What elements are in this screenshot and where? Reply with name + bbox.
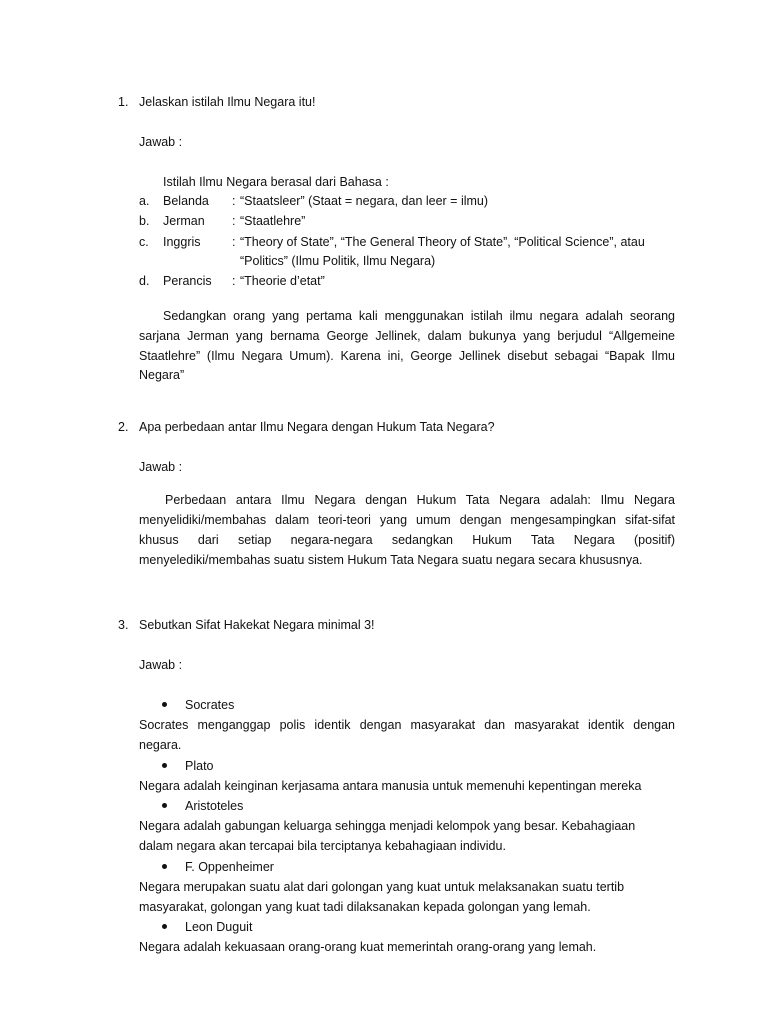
q3-item-line: dalam negara akan tercapai bila terciptanya kebahagiaan individu. bbox=[139, 839, 506, 853]
q1-item-letter: d. bbox=[139, 274, 150, 288]
q1-number: 1. bbox=[118, 95, 129, 109]
bullet-icon bbox=[162, 702, 167, 707]
q3-item-line: Negara adalah keinginan kerjasama antara manusia untuk memenuhi kepentingan mereka bbox=[139, 779, 642, 793]
q1-item-colon: : bbox=[232, 194, 236, 208]
q1-question: Jelaskan istilah Ilmu Negara itu! bbox=[139, 95, 316, 109]
q3-item-line: Negara adalah gabungan keluarga sehingga menjadi kelompok yang besar. Kebahagiaan bbox=[139, 819, 636, 833]
q2-paragraph-line: Perbedaan antara Ilmu Negara dengan Hukum Tata Negara adalah: Ilmu Negara bbox=[165, 493, 675, 507]
q1-item-letter: a. bbox=[139, 194, 150, 208]
bullet-icon bbox=[162, 924, 167, 929]
q2-number: 2. bbox=[118, 420, 129, 434]
q1-item-lang: Perancis bbox=[163, 274, 212, 288]
q2-paragraph-line: menyelidiki/membahas dalam teori-teori yang umum dengan mengesampingkan sifat-sifat bbox=[139, 513, 675, 527]
q3-number: 3. bbox=[118, 618, 129, 632]
bullet-icon bbox=[162, 803, 167, 808]
q3-item-name: F. Oppenheimer bbox=[185, 860, 274, 874]
q1-item-lang: Belanda bbox=[163, 194, 209, 208]
q1-item-lang: Jerman bbox=[163, 214, 205, 228]
q3-item-name: Plato bbox=[185, 759, 214, 773]
q1-item-colon: : bbox=[232, 214, 236, 228]
q3-question: Sebutkan Sifat Hakekat Negara minimal 3! bbox=[139, 618, 375, 632]
q1-paragraph-line: Staatlehre” (Ilmu Negara Umum). Karena ini, George Jellinek disebut sebagai “Bapak Ilmu bbox=[139, 349, 675, 363]
q1-intro: Istilah Ilmu Negara berasal dari Bahasa : bbox=[163, 175, 389, 189]
q2-question: Apa perbedaan antar Ilmu Negara dengan Hukum Tata Negara? bbox=[139, 420, 495, 434]
q1-item-text: “Theorie d’etat” bbox=[240, 274, 325, 288]
q2-paragraph-line: khusus dari setiap negara-negara sedangkan Hukum Tata Negara (positif) bbox=[139, 533, 675, 547]
bullet-icon bbox=[162, 763, 167, 768]
q1-item-letter: b. bbox=[139, 214, 150, 228]
q1-item-text: “Staatsleer” (Staat = negara, dan leer = ilmu) bbox=[240, 194, 489, 208]
q1-jawab: Jawab : bbox=[139, 135, 183, 149]
q3-item-line: Negara adalah kekuasaan orang-orang kuat memerintah orang-orang yang lemah. bbox=[139, 940, 597, 954]
q3-item-name: Socrates bbox=[185, 698, 235, 712]
q1-paragraph-line: sarjana Jerman yang bernama George Jellinek, dalam bukunya yang berjudul “Allgemeine bbox=[139, 329, 675, 343]
q1-item-lang: Inggris bbox=[163, 235, 201, 249]
q1-paragraph-line: Negara” bbox=[139, 368, 185, 382]
q3-item-line: Socrates menganggap polis identik dengan masyarakat dan masyarakat identik dengan bbox=[139, 718, 675, 732]
q1-item-colon: : bbox=[232, 235, 236, 249]
q3-item-line: negara. bbox=[139, 738, 182, 752]
q2-jawab: Jawab : bbox=[139, 460, 183, 474]
bullet-icon bbox=[162, 864, 167, 869]
q3-item-name: Leon Duguit bbox=[185, 920, 253, 934]
q1-item-colon: : bbox=[232, 274, 236, 288]
q3-item-name: Aristoteles bbox=[185, 799, 244, 813]
q1-item-text: “Staatlehre” bbox=[240, 214, 306, 228]
q3-item-line: masyarakat, golongan yang kuat tadi dilaksanakan kepada golongan yang lemah. bbox=[139, 900, 591, 914]
q1-item-text-continued: “Politics” (Ilmu Politik, Ilmu Negara) bbox=[240, 254, 436, 268]
q1-item-text: “Theory of State”, “The General Theory of State”, “Political Science”, atau bbox=[240, 235, 645, 249]
q2-paragraph-line: menyelediki/membahas suatu sistem Hukum Tata Negara suatu negara secara khususnya. bbox=[139, 553, 643, 567]
q3-jawab: Jawab : bbox=[139, 658, 183, 672]
q1-paragraph-line: Sedangkan orang yang pertama kali menggunakan istilah ilmu negara adalah seorang bbox=[163, 309, 675, 323]
q3-item-line: Negara merupakan suatu alat dari golongan yang kuat untuk melaksanakan suatu tertib bbox=[139, 880, 625, 894]
q1-item-letter: c. bbox=[139, 235, 149, 249]
